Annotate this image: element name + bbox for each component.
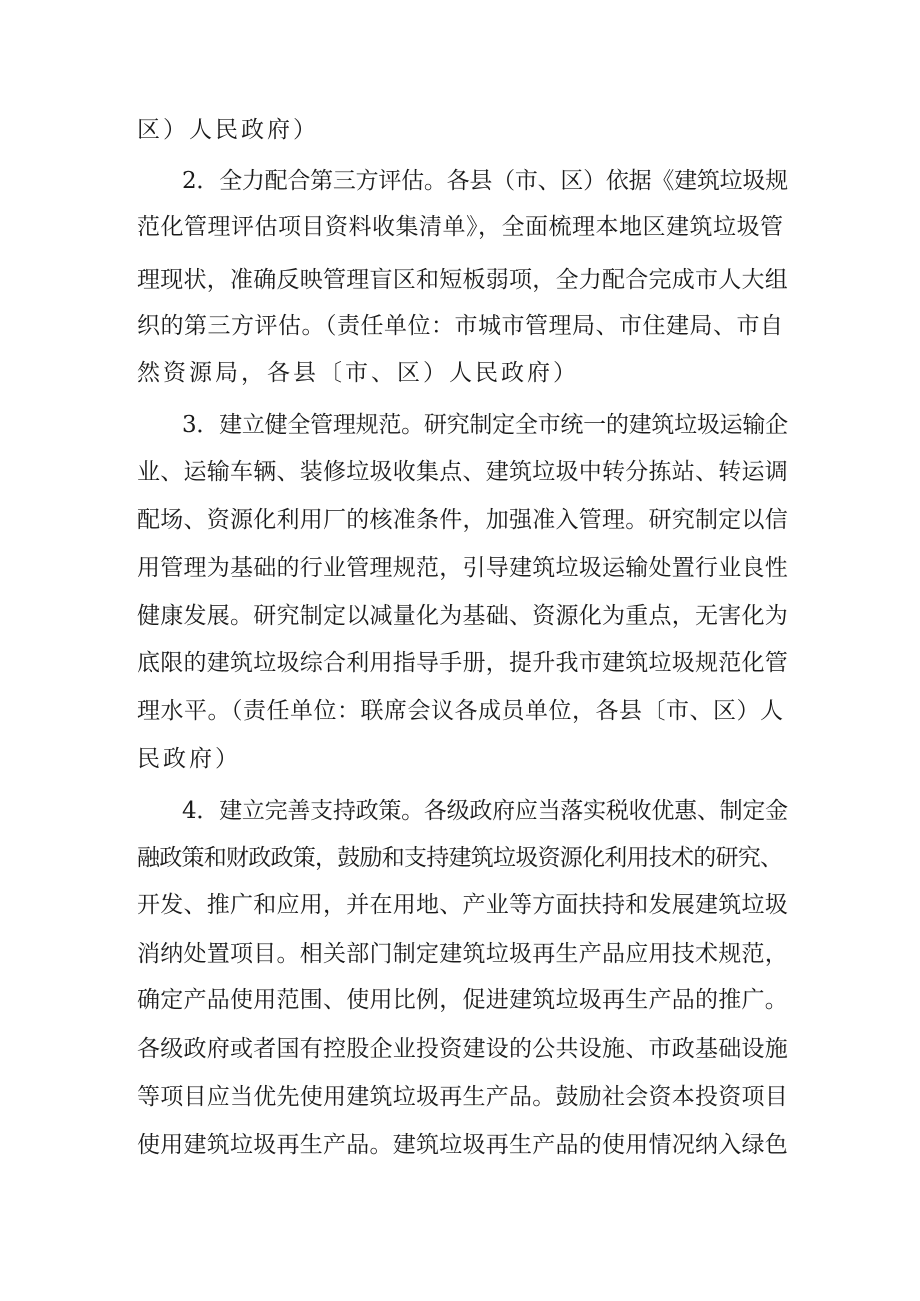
text-line: 等项目应当优先使用建筑垃圾再生产品。鼓励社会资本投资项目 [137, 1084, 788, 1110]
text-line: 开发、推广和应用，并在用地、产业等方面扶持和发展建筑垃圾 [137, 892, 788, 918]
text-line: 消纳处置项目。相关部门制定建筑垃圾再生产品应用技术规范， [137, 941, 788, 967]
paragraph-3-first-line: 3．建立健全管理规范。研究制定全市统一的建筑垃圾运输企 [182, 412, 788, 438]
text-line: 织的第三方评估。（责任单位：市城市管理局、市住建局、市自 [137, 313, 784, 339]
text-line: 民政府） [137, 746, 241, 772]
text-line: 用管理为基础的行业管理规范，引导建筑垃圾运输处置行业良性 [137, 555, 788, 581]
paragraph-4-first-line: 4．建立完善支持政策。各级政府应当落实税收优惠、制定金 [182, 798, 788, 824]
text-line: 健康发展。研究制定以减量化为基础、资源化为重点，无害化为 [137, 603, 788, 629]
text-line: 底限的建筑垃圾综合利用指导手册，提升我市建筑垃圾规范化管 [137, 650, 788, 676]
text-line: 配场、资源化利用厂的核准条件，加强准入管理。研究制定以信 [137, 507, 788, 533]
text-line: 理现状，准确反映管理盲区和短板弱项，全力配合完成市人大组 [137, 267, 788, 293]
text-line: 融政策和财政政策，鼓励和支持建筑垃圾资源化利用技术的研究、 [137, 845, 783, 871]
text-line: 区）人民政府） [137, 117, 319, 143]
text-line: 然资源局，各县〔市、区）人民政府） [137, 360, 579, 386]
text-line: 范化管理评估项目资料收集清单》，全面梳理本地区建筑垃圾管 [137, 214, 784, 240]
text-line: 使用建筑垃圾再生产品。建筑垃圾再生产品的使用情况纳入绿色 [137, 1132, 788, 1158]
paragraph-2-first-line: 2．全力配合第三方评估。各县（市、区）依据《建筑垃圾规 [182, 168, 788, 194]
text-line: 理水平。（责任单位：联席会议各成员单位，各县〔市、区）人 [137, 698, 784, 724]
text-line: 业、运输车辆、装修垃圾收集点、建筑垃圾中转分拣站、转运调 [137, 459, 788, 485]
text-line: 各级政府或者国有控股企业投资建设的公共设施、市政基础设施 [137, 1036, 788, 1062]
text-line: 确定产品使用范围、使用比例，促进建筑垃圾再生产品的推广。 [137, 987, 788, 1013]
